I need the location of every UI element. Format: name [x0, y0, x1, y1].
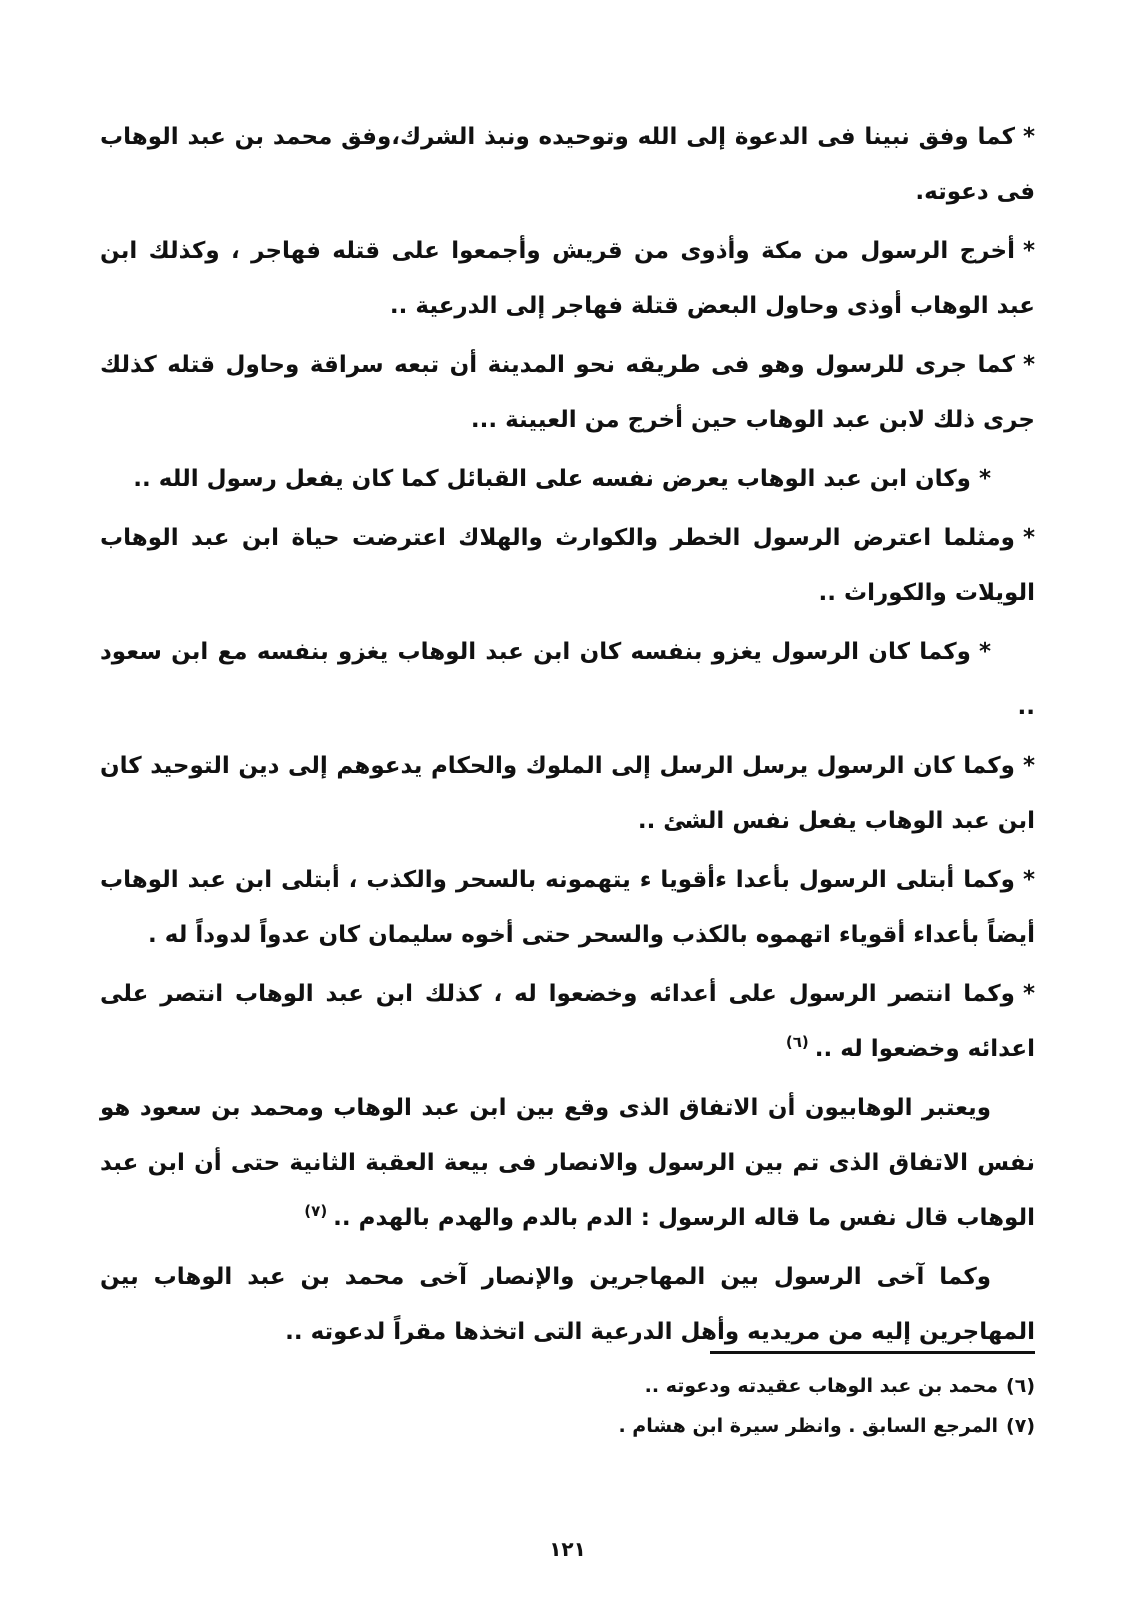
paragraph-bullet-9: *وكما انتصر الرسول على أعدائه وخضعوا له ، كذلك ابن عبد الوهاب انتصر على اعدائه وخضعوا له ..$^{(٦)}$: [100, 981, 1035, 1062]
paragraph-bullet-5: *ومثلما اعترض الرسول الخطر والكوارث والهلاك اعترضت حياة ابن عبد الوهاب الويلات والكوراث ..: [100, 525, 1035, 606]
footnote-ref-6: (٦): [785, 1033, 809, 1052]
bullet-star: *: [1022, 352, 1035, 378]
footnotes: [100, 1366, 1035, 1446]
paragraph-bullet-7: *وكما كان الرسول يرسل الرسل إلى الملوك والحكام يدعوهم إلى دين التوحيد كان ابن عبد الوهاب يفعل نفس الشئ ..: [100, 753, 1035, 834]
footnote-text: محمد بن عبد الوهاب عقيدته ودعوته ..: [644, 1375, 999, 1397]
paragraph-brotherhood: وكما آخى الرسول بين المهاجرين والإنصار آخى محمد بن عبد الوهاب بين المهاجرين إليه من مريديه وأهل الدرعية التى اتخذها مقراً لدعوته ..: [100, 1264, 1035, 1345]
bullet-star: *: [1022, 981, 1035, 1007]
paragraph-bullet-6: *وكما كان الرسول يغزو بنفسه كان ابن عبد الوهاب يغزو بنفسه مع ابن سعود ..: [100, 639, 1035, 720]
footnote-number: (٦): [1006, 1375, 1035, 1397]
paragraph-bullet-4: *وكان ابن عبد الوهاب يعرض نفسه على القبائل كما كان يفعل رسول الله ..: [133, 466, 991, 492]
bullet-star: *: [978, 639, 991, 665]
footnote-7: [100, 1406, 1035, 1446]
footnote-number: (٧): [1006, 1415, 1035, 1437]
footnote-text: المرجع السابق . وانظر سيرة ابن هشام .: [618, 1415, 999, 1437]
paragraph-bullet-2: *أخرج الرسول من مكة وأذوى من قريش وأجمعوا على قتله فهاجر ، وكذلك ابن عبد الوهاب أوذى وحاول البعض قتلة فهاجر إلى الدرعية ..: [100, 238, 1035, 319]
bullet-star: *: [1022, 238, 1035, 264]
bullet-star: *: [1022, 124, 1035, 150]
bullet-star: *: [1022, 867, 1035, 893]
main-text: [100, 110, 1035, 1364]
bullet-star: *: [978, 466, 991, 492]
bullet-star: *: [1022, 525, 1035, 551]
bullet-star: *: [1022, 753, 1035, 779]
paragraph-bullet-3: *كما جرى للرسول وهو فى طريقه نحو المدينة أن تبعه سراقة وحاول قتله كذلك جرى ذلك لابن عبد الوهاب حين أخرج من العيينة ...: [100, 352, 1035, 433]
paragraph-bullet-1: *كما وفق نبينا فى الدعوة إلى الله وتوحيده ونبذ الشرك،وفق محمد بن عبد الوهاب فى دعوته.: [100, 124, 1035, 205]
page-number: ١٢١: [549, 1537, 586, 1561]
paragraph-bullet-8: *وكما أبتلى الرسول بأعدا ءأقويا ء يتهمونه بالسحر والكذب ، أبتلى ابن عبد الوهاب أيضاً بأعداء أقوياء اتهموه بالكذب والسحر حتى أخوه سليمان كان عدواً لدوداً له .: [100, 867, 1035, 948]
footnote-6: [100, 1366, 1035, 1406]
footnote-ref-7: (٧): [304, 1202, 328, 1221]
paragraph-wahhabis: ويعتبر الوهابيون أن الاتفاق الذى وقع بين ابن عبد الوهاب ومحمد بن سعود هو نفس الاتفاق الذى تم بين الرسول والانصار فى بيعة العقبة الثانية حتى أن ابن عبد الوهاب قال نفس ما قاله الرسول : الدم بالدم والهدم بالهدم ..$^{(٧)}$: [100, 1095, 1035, 1231]
footnote-separator: [710, 1351, 1035, 1354]
